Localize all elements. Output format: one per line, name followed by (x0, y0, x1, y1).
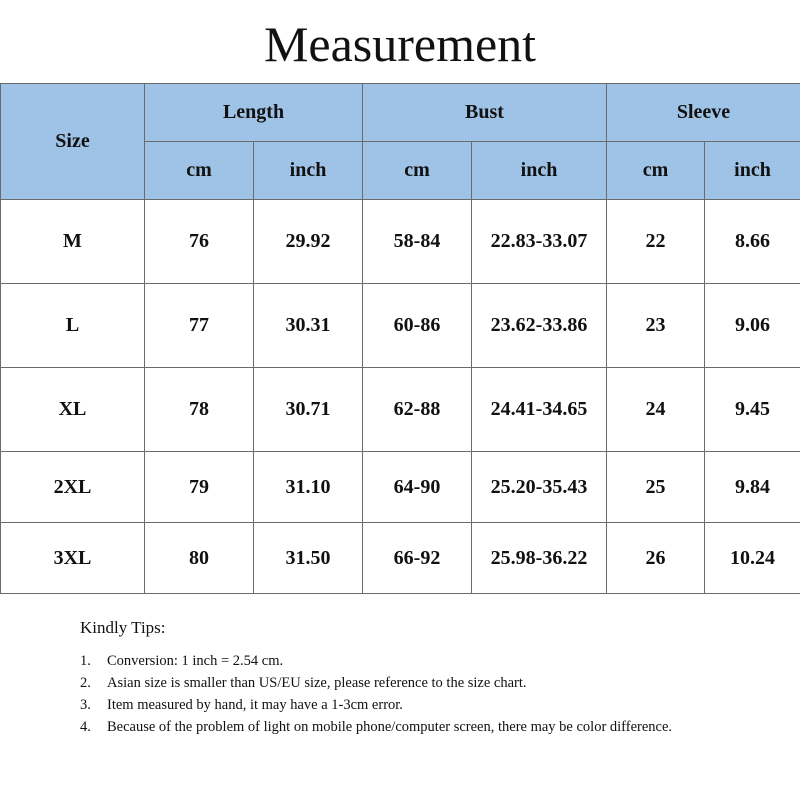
table-cell: 60-86 (363, 284, 472, 368)
table-row (1, 368, 800, 452)
table-cell: 79 (145, 452, 254, 523)
size-cell: L (1, 284, 145, 368)
list-text: Item measured by hand, it may have a 1-3cm error. (107, 697, 403, 713)
table-cell: 66-92 (363, 523, 472, 594)
table-row (1, 452, 800, 523)
table-row (1, 200, 800, 284)
unit-header: cm (363, 142, 472, 200)
list-item (80, 650, 780, 672)
table-cell: 58-84 (363, 200, 472, 284)
table-cell: 10.24 (705, 523, 800, 594)
unit-header: cm (145, 142, 254, 200)
size-cell: 2XL (1, 452, 145, 523)
table-cell: 64-90 (363, 452, 472, 523)
size-header: Size (1, 84, 145, 200)
table-cell: 23.62-33.86 (472, 284, 607, 368)
table-cell: 78 (145, 368, 254, 452)
table-cell: 25.98-36.22 (472, 523, 607, 594)
table-cell: 62-88 (363, 368, 472, 452)
unit-header: cm (607, 142, 705, 200)
page-title: Measurement (263, 16, 537, 72)
table-cell: 22 (607, 200, 705, 284)
list-number: 3. (80, 697, 91, 713)
table-cell: 8.66 (705, 200, 800, 284)
unit-header: inch (472, 142, 607, 200)
table-cell: 24.41-34.65 (472, 368, 607, 452)
unit-header: inch (705, 142, 800, 200)
tips-title: Kindly Tips: (80, 618, 166, 637)
table-row (1, 523, 800, 594)
table-cell: 25.20-35.43 (472, 452, 607, 523)
table-cell: 31.50 (254, 523, 363, 594)
table-cell: 25 (607, 452, 705, 523)
table-cell: 80 (145, 523, 254, 594)
list-item (80, 694, 780, 716)
tips-list (80, 650, 780, 738)
list-number: 1. (80, 653, 91, 669)
table-cell: 26 (607, 523, 705, 594)
table-row (1, 284, 800, 368)
list-number: 4. (80, 719, 91, 735)
table-cell: 22.83-33.07 (472, 200, 607, 284)
length-header: Length (145, 84, 363, 142)
size-cell: XL (1, 368, 145, 452)
unit-header: inch (254, 142, 363, 200)
kindly-tips (80, 616, 780, 738)
sleeve-header: Sleeve (607, 84, 800, 142)
list-text: Conversion: 1 inch = 2.54 cm. (107, 653, 284, 669)
list-item (80, 716, 780, 738)
size-chart-table (0, 83, 800, 594)
table-cell: 76 (145, 200, 254, 284)
table-cell: 30.31 (254, 284, 363, 368)
list-item (80, 672, 780, 694)
table-cell: 31.10 (254, 452, 363, 523)
size-cell: 3XL (1, 523, 145, 594)
table-cell: 23 (607, 284, 705, 368)
list-text: Because of the problem of light on mobile phone/computer screen, there may be color difference. (107, 719, 673, 735)
table-cell: 9.45 (705, 368, 800, 452)
table-cell: 9.06 (705, 284, 800, 368)
table-cell: 9.84 (705, 452, 800, 523)
table-cell: 24 (607, 368, 705, 452)
list-number: 2. (80, 675, 91, 691)
list-text: Asian size is smaller than US/EU size, please reference to the size chart. (107, 675, 527, 691)
table-cell: 29.92 (254, 200, 363, 284)
size-cell: M (1, 200, 145, 284)
table-cell: 77 (145, 284, 254, 368)
header-row-groups (1, 84, 800, 142)
bust-header: Bust (363, 84, 607, 142)
table-cell: 30.71 (254, 368, 363, 452)
